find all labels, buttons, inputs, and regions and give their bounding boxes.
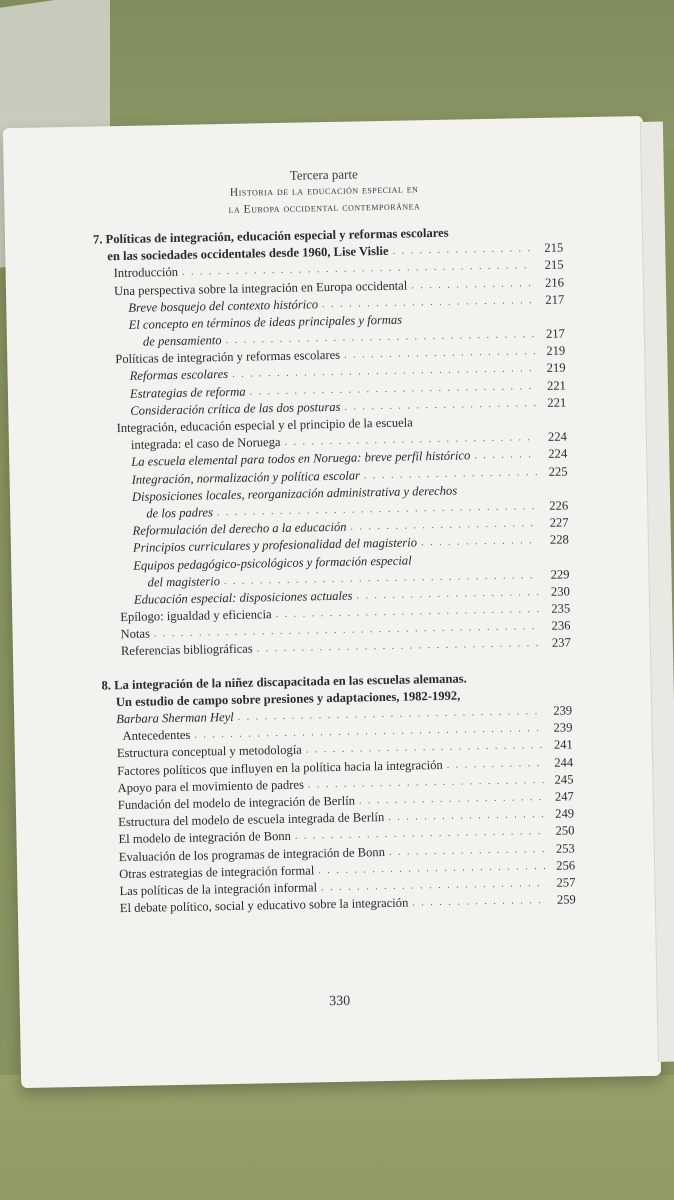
toc-entry-page: 241	[553, 737, 573, 753]
toc-entry-page: 247	[554, 789, 574, 804]
toc-entry-page: 219	[546, 360, 566, 376]
toc-leader-dots	[474, 446, 537, 464]
toc-entry-page: 239	[553, 720, 573, 736]
toc-entry-page: 235	[551, 601, 571, 616]
background-table	[0, 1075, 674, 1200]
toc-entry-title: Apoyo para el movimiento de padres	[117, 777, 305, 795]
toc-entry-page: 221	[546, 378, 567, 393]
toc-entry-title: El debate político, social y educativo sobre la integración	[119, 895, 409, 916]
toc-entry-title: Principios curriculares y profesionalidad del magisterio	[132, 535, 418, 556]
part-title-line-2: la Europa occidental contemporánea	[228, 200, 421, 216]
toc-entry-page: 256	[556, 858, 576, 873]
toc-entry-title: Fundación del modelo de integración de Berlín	[117, 793, 356, 813]
toc-entry-title: Integración, educación especial y el principio de la escuela	[116, 415, 413, 436]
toc-entry-title: Reformas escolares	[129, 367, 229, 384]
toc-entry-title: en las sociedades occidentales desde 1960, Lise Vislie	[107, 244, 389, 264]
toc-entry-page: 228	[549, 532, 569, 548]
toc-entry-title: 8. La integración de la niñez discapacitada en las escuelas alemanas.	[101, 671, 467, 693]
toc-entry-page: 219	[546, 343, 566, 359]
toc-entry-title: de pensamiento	[142, 333, 222, 349]
toc-leader-dots	[412, 892, 546, 912]
toc-entry-title: Equipos pedagógico-psicológicos y formación especial	[133, 553, 412, 573]
toc-entry-title: Estrategias de reforma	[129, 384, 246, 401]
toc-entry-page: 221	[547, 395, 567, 410]
toc-entry-page: 253	[555, 840, 575, 856]
toc-entry-title: Consideración crítica de las dos posturas	[130, 399, 341, 418]
toc-entry-page: 236	[551, 618, 571, 634]
toc-entry-title: Barbara Sherman Heyl	[116, 709, 234, 727]
toc-entry-title: La escuela elemental para todos en Noruega: breve perfil histórico	[131, 448, 471, 470]
toc-entry-title: Educación especial: disposiciones actuales	[133, 588, 353, 607]
toc-entry-page: 257	[556, 875, 576, 890]
part-title-line-1: Historia de la educación especial en	[229, 183, 419, 199]
toc-entry-title: de los padres	[146, 505, 214, 521]
toc-entry-page: 224	[547, 429, 568, 445]
toc-entry-title: Factores políticos que influyen en la política hacia la integración	[117, 757, 443, 778]
next-page-edge	[640, 122, 674, 1062]
toc-entry-title: Notas	[120, 626, 151, 642]
toc-entry-title: 7. Políticas de integración, educación especial y reformas escolares	[92, 225, 449, 247]
toc-entry-title: Una perspectiva sobre la integración en Europa occidental	[113, 278, 408, 298]
toc-entry-title: Políticas de integración y reformas escolares	[115, 348, 341, 367]
toc-entry-title: Un estudio de campo sobre presiones y adaptaciones, 1982-1992,	[115, 688, 461, 710]
toc-entry-title: Evaluación de los programas de integración de Bonn	[118, 844, 386, 864]
toc-entry-page: 225	[548, 464, 568, 479]
toc-entry-page: 217	[545, 326, 566, 341]
toc-entry-title: Introducción	[113, 265, 179, 281]
part-heading: Tercera parte	[289, 166, 358, 183]
toc-entry-title: El concepto en términos de ideas principales y formas	[128, 312, 403, 332]
toc-entry-page: 227	[549, 515, 569, 530]
toc-leader-dots	[421, 532, 539, 551]
toc-entry-page: 229	[550, 567, 570, 582]
toc-entry-page: 259	[556, 892, 576, 907]
toc-entry-title: integrada: el caso de Noruega	[130, 435, 281, 453]
page-number: 330	[329, 993, 351, 1010]
toc-entry-title: del magisterio	[147, 573, 221, 590]
toc-entry-page: 215	[544, 257, 564, 273]
toc-entry-title: Breve bosquejo del contexto histórico	[128, 296, 319, 315]
toc-entry-title: Integración, normalización y política escolar	[131, 468, 361, 487]
toc-entry-page: 216	[544, 275, 565, 290]
toc-entry-page: 239	[553, 703, 573, 718]
toc-entry-title: Estructura conceptual y metodología	[116, 743, 302, 761]
toc-leader-dots	[344, 395, 536, 416]
toc-entry-page: 245	[554, 772, 574, 787]
toc-entry-page: 217	[545, 292, 565, 307]
toc-entry-title: Disposiciones locales, reorganización administrativa y derechos	[131, 483, 458, 504]
toc-entry-title: Las políticas de la integración informal	[119, 880, 318, 899]
toc-entry-page: 230	[550, 584, 570, 599]
toc-entry-title: El modelo de integración de Bonn	[118, 829, 292, 847]
toc-entry-page: 244	[554, 755, 574, 770]
toc-leader-dots	[447, 755, 544, 774]
toc-entry-title: Antecedentes	[122, 727, 191, 744]
toc-entry-page: 249	[555, 806, 575, 821]
toc-entry-page: 224	[548, 446, 568, 462]
toc-entry-title: Epílogo: igualdad y eficiencia	[120, 607, 272, 625]
toc-entry-title: Estructura del modelo de escuela integrada de Berlín	[118, 810, 385, 830]
toc-leader-dots	[364, 464, 538, 485]
toc-entry-page: 250	[555, 823, 575, 839]
table-of-contents	[93, 223, 576, 918]
toc-entry-page: 226	[549, 498, 569, 513]
toc-entry-title: Referencias bibliográficas	[120, 642, 253, 659]
book-page	[3, 116, 661, 1088]
toc-entry-title: Reformulación del derecho a la educación	[132, 519, 347, 538]
toc-entry-title: Otras estrategias de integración formal	[119, 863, 315, 881]
toc-entry-page: 237	[551, 635, 571, 651]
toc-entry-page: 215	[544, 240, 564, 256]
